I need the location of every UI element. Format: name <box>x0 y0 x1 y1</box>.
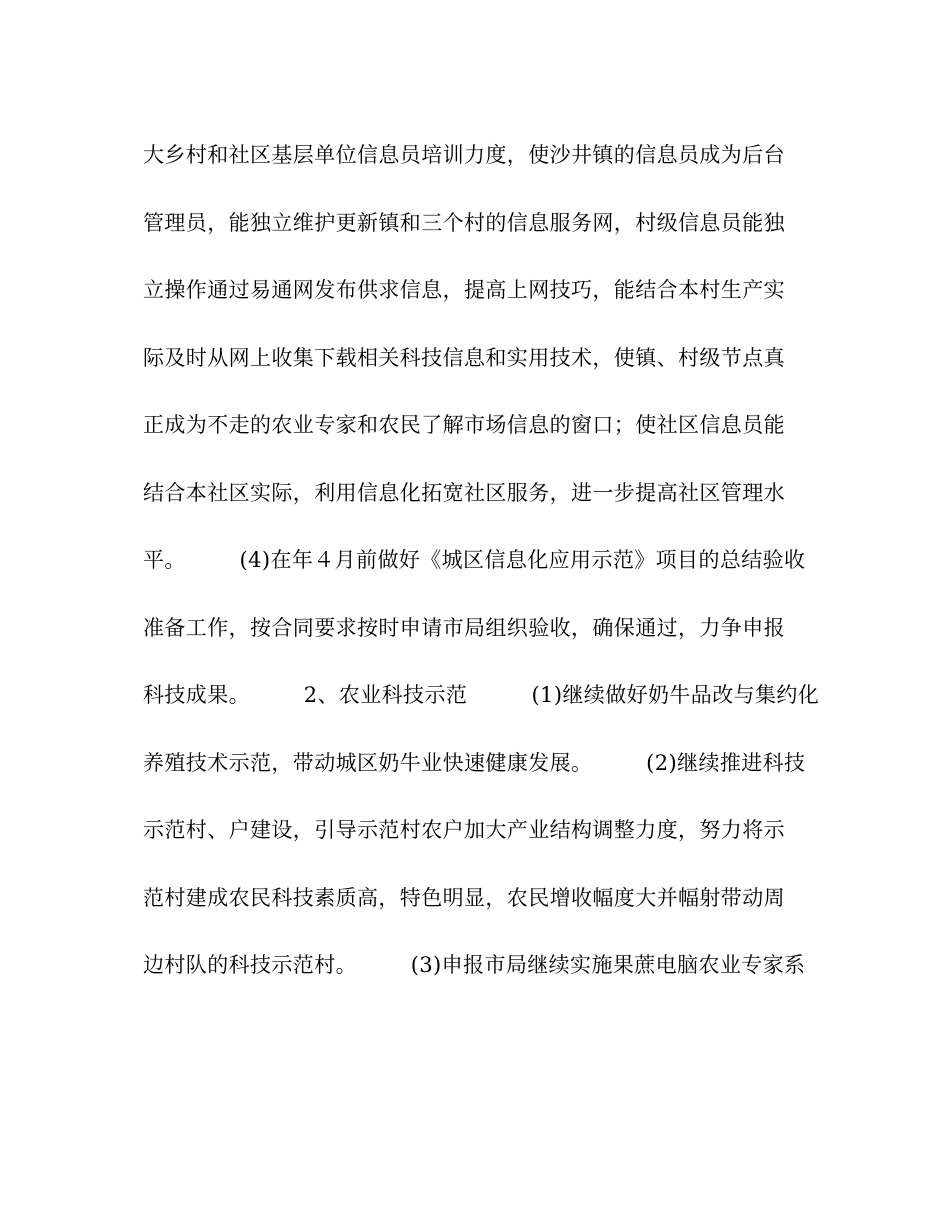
text-line: 管理员，能独立维护更新镇和三个村的信息服务网，村级信息员能独 <box>143 210 785 235</box>
text-line: 准备工作，按合同要求按时申请市局组织验收，确保通过，力争申报 <box>143 615 785 640</box>
text-line: 养殖技术示范，带动城区奶牛业快速健康发展。 (2)继续推进科技 <box>143 750 806 775</box>
text-line: 正成为不走的农业专家和农民了解市场信息的窗口；使社区信息员能 <box>143 413 785 437</box>
body-text <box>143 140 833 1018</box>
text-line: 大乡村和社区基层单位信息员培训力度，使沙井镇的信息员成为后台 <box>143 143 785 167</box>
text-line: 结合本社区实际，利用信息化拓宽社区服务，进一步提高社区管理水 <box>143 480 785 505</box>
text-line: 平。 (4)在年４月前做好《城区信息化应用示范》项目的总结验收 <box>143 548 806 572</box>
text-line: 际及时从网上收集下载相关科技信息和实用技术，使镇、村级节点真 <box>143 345 785 370</box>
text-line: 示范村、户建设，引导示范村农户加大产业结构调整力度，努力将示 <box>143 818 785 842</box>
text-line: 立操作通过易通网发布供求信息，提高上网技巧，能结合本村生产实 <box>143 278 785 302</box>
text-line: 边村队的科技示范村。 (3)申报市局继续实施果蔗电脑农业专家系 <box>143 953 806 977</box>
text-line: 范村建成农民科技素质高，特色明显，农民增收幅度大并幅射带动周 <box>143 885 785 910</box>
text-line: 科技成果。 2、农业科技示范 (1)继续做好奶牛品改与集约化 <box>143 683 820 707</box>
